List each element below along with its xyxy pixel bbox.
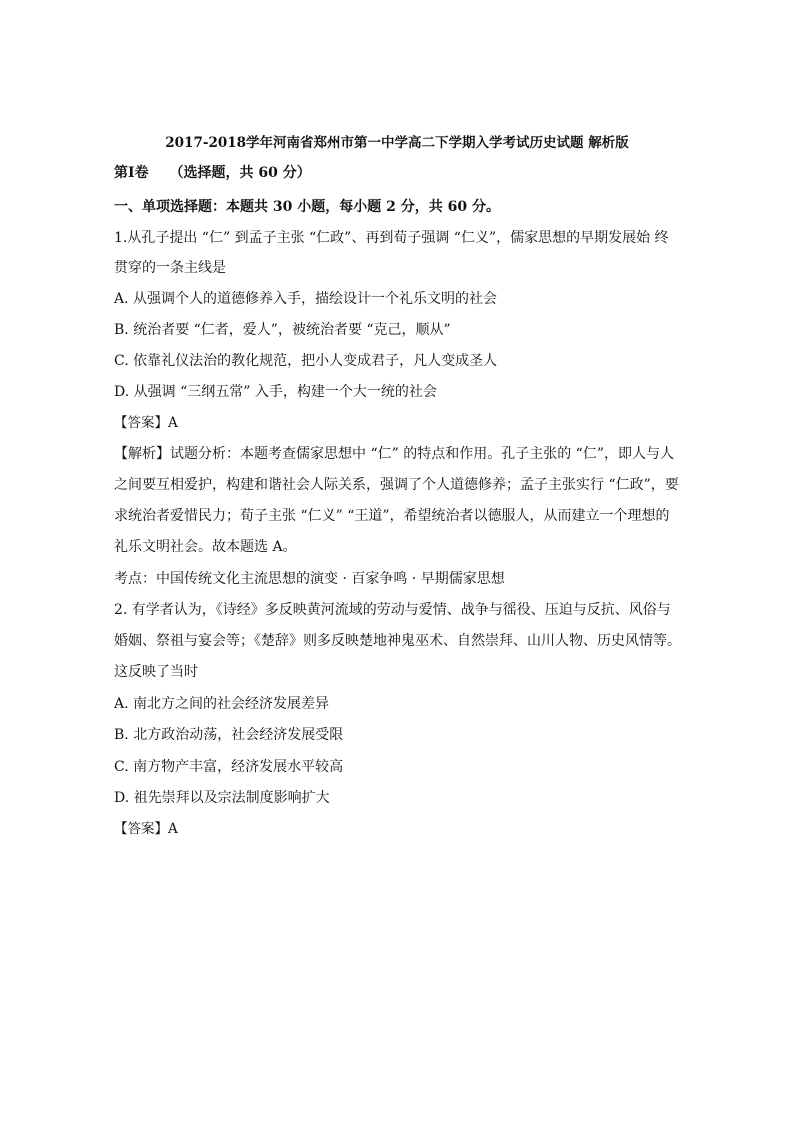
answer: 【答案】A bbox=[114, 415, 178, 431]
analysis-line: 礼乐文明社会。故本题选 A。 bbox=[114, 539, 297, 555]
question-stem-line: 这反映了当时 bbox=[114, 664, 198, 680]
document-title: 2017-2018学年河南省郑州市第一中学高二下学期入学考试历史试题 解析版 bbox=[165, 135, 629, 151]
section-heading: 第I卷 （选择题，共 60 分） bbox=[114, 165, 311, 181]
option-b: B. 北方政治动荡，社会经济发展受限 bbox=[114, 727, 344, 743]
option-a: A. 从强调个人的道德修养入手，描绘设计一个礼乐文明的社会 bbox=[114, 291, 498, 307]
question-stem-line: 2. 有学者认为，《诗经》多反映黄河流域的劳动与爱情、战争与徭役、压迫与反抗、风俗与 bbox=[114, 602, 671, 618]
key-point: 考点：中国传统文化主流思想的演变 · 百家争鸣 · 早期儒家思想 bbox=[114, 571, 505, 587]
question-stem-line: 婚姻、祭祖与宴会等；《楚辞》则多反映楚地神鬼巫术、自然崇拜、山川人物、历史风情等。 bbox=[114, 633, 681, 649]
answer: 【答案】A bbox=[114, 821, 178, 837]
option-c: C. 依靠礼仪法治的教化规范，把小人变成君子，凡人变成圣人 bbox=[114, 353, 498, 369]
option-c: C. 南方物产丰富，经济发展水平较高 bbox=[114, 759, 344, 775]
option-b: B. 统治者要 “仁者，爱人”，被统治者要 “克己，顺从” bbox=[114, 322, 451, 338]
analysis-line: 之间要互相爱护，构建和谐社会人际关系，强调了个人道德修养；孟子主张实行 “仁政”，要 bbox=[114, 477, 679, 493]
question-stem-line: 贯穿的一条主线是 bbox=[114, 260, 226, 276]
question-stem-line: 1.从孔子提出 “仁” 到孟子主张 “仁政”、再到荀子强调 “仁义”，儒家思想的早期发展始 终 bbox=[114, 230, 669, 246]
option-d: D. 祖先崇拜以及宗法制度影响扩大 bbox=[114, 790, 330, 806]
option-a: A. 南北方之间的社会经济发展差异 bbox=[114, 696, 330, 712]
analysis-line: 求统治者爱惜民力；荀子主张 “仁义” “王道”，希望统治者以德服人，从而建立一个理想的 bbox=[114, 508, 670, 524]
part-heading: 一、单项选择题：本题共 30 小题，每小题 2 分，共 60 分。 bbox=[114, 199, 500, 215]
analysis-line: 【解析】试题分析：本题考查儒家思想中 “仁” 的特点和作用。孔子主张的 “仁”，即人与人 bbox=[114, 446, 674, 462]
option-d: D. 从强调 “三纲五常” 入手，构建一个大一统的社会 bbox=[114, 384, 437, 400]
